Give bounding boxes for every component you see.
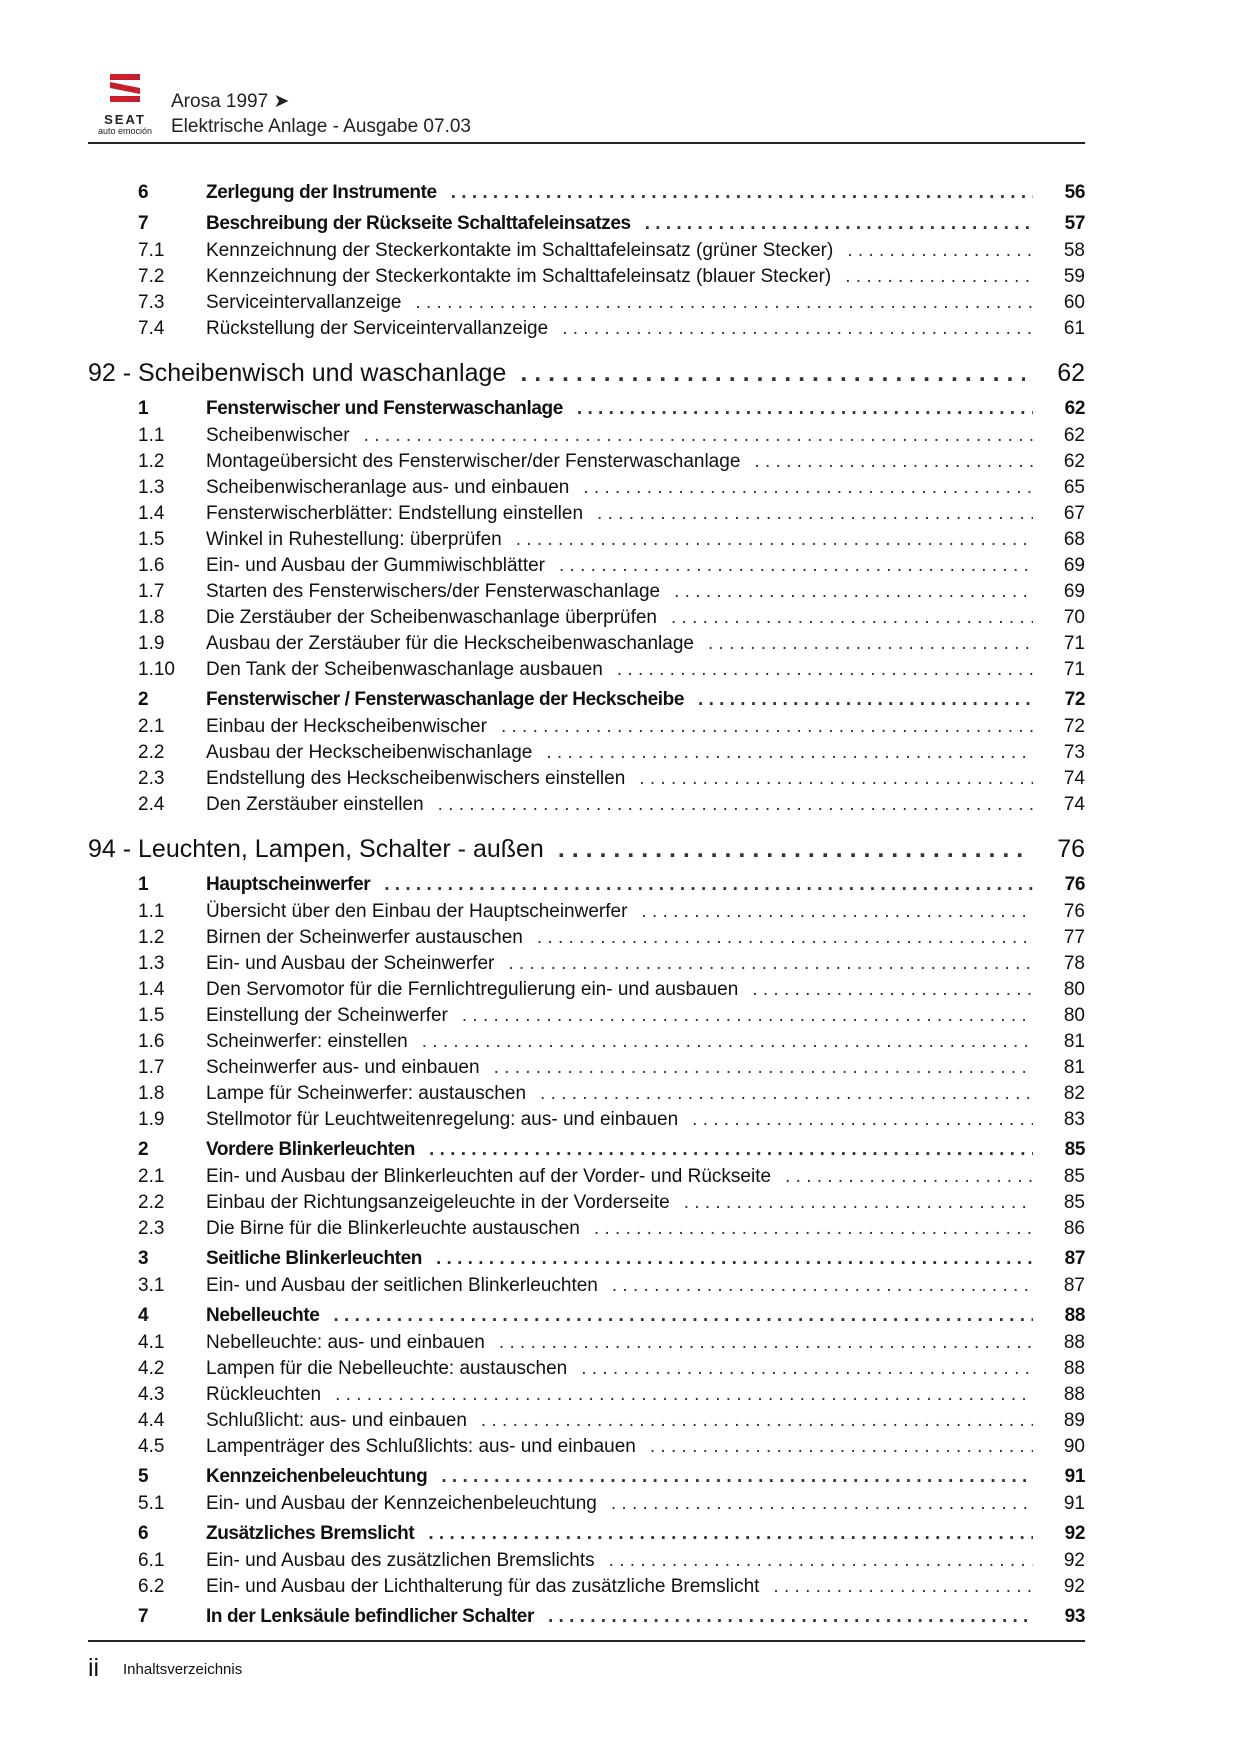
dot-leader [671, 605, 1033, 631]
toc-title: Die Birne für die Blinkerleuchte austauschen [206, 1218, 580, 1239]
toc-page-number: 71 [1063, 659, 1085, 680]
toc-number: 1.9 [138, 1109, 165, 1130]
dot-leader [501, 714, 1033, 740]
toc-number: 1.9 [138, 633, 165, 654]
toc-number: 7 [138, 1606, 149, 1627]
toc-title: Scheinwerfer aus- und einbauen [206, 1057, 480, 1078]
toc-item[interactable] [88, 766, 1085, 792]
dot-leader [441, 1464, 1033, 1490]
toc-page-number: 77 [1063, 927, 1085, 948]
toc-item[interactable] [88, 1216, 1085, 1242]
toc-title: 92 - Scheibenwisch und waschanlage [88, 359, 507, 387]
toc-item[interactable] [88, 792, 1085, 818]
toc-page-number: 85 [1063, 1192, 1085, 1213]
toc-section[interactable] [88, 1246, 1085, 1273]
toc-section[interactable] [88, 211, 1085, 238]
toc-number: 7.3 [138, 292, 165, 313]
toc-title: Montageübersicht des Fensterwischer/der Fensterwaschanlage [206, 451, 741, 472]
toc-page-number: 92 [1063, 1576, 1085, 1597]
dot-leader [438, 792, 1033, 818]
dot-leader [684, 1190, 1033, 1216]
document-subtitle: Elektrische Anlage - Ausgabe 07.03 [171, 116, 471, 137]
dot-leader [581, 1356, 1033, 1382]
dot-leader [499, 1330, 1033, 1356]
toc-item[interactable] [88, 951, 1085, 977]
toc-title: Einbau der Heckscheibenwischer [206, 716, 487, 737]
toc-number: 1.6 [138, 555, 165, 576]
toc-title: Kennzeichnung der Steckerkontakte im Schalttafeleinsatz (grüner Stecker) [206, 240, 834, 261]
toc-page-number: 88 [1063, 1384, 1085, 1405]
dot-leader [577, 396, 1033, 422]
toc-page-number: 62 [1057, 359, 1085, 387]
toc-page-number: 81 [1063, 1057, 1085, 1078]
toc-number: 4.4 [138, 1410, 165, 1431]
dot-leader [594, 1216, 1033, 1242]
toc-item[interactable] [88, 1382, 1085, 1408]
dot-leader [641, 899, 1033, 925]
toc-page-number: 62 [1063, 425, 1085, 446]
dot-leader [650, 1434, 1033, 1460]
toc-item[interactable] [88, 1434, 1085, 1460]
toc-number: 4.3 [138, 1384, 165, 1405]
toc-item[interactable] [88, 501, 1085, 527]
toc-number: 6.1 [138, 1550, 165, 1571]
dot-leader [494, 1055, 1033, 1081]
toc-number: 1.10 [138, 659, 175, 680]
dot-leader [773, 1574, 1033, 1600]
toc-page-number: 76 [1063, 901, 1085, 922]
seat-logo-icon [88, 72, 162, 112]
toc-item[interactable] [88, 1491, 1085, 1517]
toc-number: 2.1 [138, 1166, 165, 1187]
toc-number: 1.3 [138, 953, 165, 974]
dot-leader [645, 211, 1033, 237]
dot-leader [508, 951, 1033, 977]
dot-leader [845, 264, 1033, 290]
toc-number: 1.7 [138, 1057, 165, 1078]
toc-section[interactable] [88, 1521, 1085, 1548]
toc-number: 5 [138, 1466, 149, 1487]
toc-page-number: 67 [1063, 503, 1085, 524]
toc-item[interactable] [88, 316, 1085, 342]
toc-section[interactable] [88, 1464, 1085, 1491]
toc-item[interactable] [88, 925, 1085, 951]
toc-page-number: 73 [1063, 742, 1085, 763]
dot-leader [611, 1491, 1033, 1517]
toc-number: 2.3 [138, 1218, 165, 1239]
toc-section[interactable] [88, 1137, 1085, 1164]
toc-page-number: 83 [1063, 1109, 1085, 1130]
toc-number: 2.1 [138, 716, 165, 737]
toc-title: Ein- und Ausbau der Lichthalterung für das zusätzliche Bremslicht [206, 1576, 760, 1597]
toc-title: Scheibenwischeranlage aus- und einbauen [206, 477, 570, 498]
toc-title: Nebelleuchte: aus- und einbauen [206, 1332, 485, 1353]
toc-title: Beschreibung der Rückseite Schalttafeleinsatzes [206, 213, 631, 234]
toc-item[interactable] [88, 1273, 1085, 1299]
toc-item[interactable] [88, 1029, 1085, 1055]
toc-page-number: 72 [1063, 716, 1085, 737]
dot-leader [674, 579, 1033, 605]
toc-item[interactable] [88, 527, 1085, 553]
dot-leader [428, 1521, 1033, 1547]
toc-page-number: 58 [1063, 240, 1085, 261]
toc-number: 2.3 [138, 768, 165, 789]
toc-section[interactable] [88, 396, 1085, 423]
toc-title: Zusätzliches Bremslicht [206, 1523, 415, 1544]
toc-item[interactable] [88, 449, 1085, 475]
toc-item[interactable] [88, 1330, 1085, 1356]
toc-item[interactable] [88, 1003, 1085, 1029]
toc-number: 4.2 [138, 1358, 165, 1379]
toc-number: 2 [138, 689, 149, 710]
brand-name: SEAT [104, 112, 146, 127]
toc-section[interactable] [88, 1604, 1085, 1631]
toc-number: 2.4 [138, 794, 165, 815]
toc-page-number: 88 [1063, 1358, 1085, 1379]
dot-leader [548, 1604, 1033, 1630]
toc-page-number: 82 [1063, 1083, 1085, 1104]
dot-leader [462, 1003, 1033, 1029]
toc-item[interactable] [88, 714, 1085, 740]
toc-number: 1.4 [138, 503, 165, 524]
toc-title: Rückleuchten [206, 1384, 322, 1405]
toc-page-number: 92 [1064, 1523, 1085, 1544]
toc-title: Nebelleuchte [206, 1305, 320, 1326]
toc-page-number: 74 [1063, 794, 1085, 815]
toc-section[interactable] [88, 180, 1085, 207]
toc-item[interactable] [88, 579, 1085, 605]
toc-page-number: 80 [1063, 979, 1085, 1000]
toc-page-number: 62 [1063, 451, 1085, 472]
toc-title: Den Servomotor für die Fernlichtregulierung ein- und ausbauen [206, 979, 739, 1000]
toc-page-number: 85 [1063, 1166, 1085, 1187]
dot-leader [583, 475, 1033, 501]
toc-number: 1.3 [138, 477, 165, 498]
toc-title: Rückstellung der Serviceintervallanzeige [206, 318, 549, 339]
toc-item[interactable] [88, 475, 1085, 501]
toc-number: 7.4 [138, 318, 165, 339]
toc-title: Einstellung der Scheinwerfer [206, 1005, 448, 1026]
toc-page-number: 56 [1064, 182, 1085, 203]
toc-number: 1.5 [138, 529, 165, 550]
toc-number: 1.8 [138, 607, 165, 628]
dot-leader [364, 423, 1033, 449]
toc-number: 2.2 [138, 1192, 165, 1213]
toc-number: 7.2 [138, 266, 165, 287]
toc-item[interactable] [88, 1164, 1085, 1190]
toc-page-number: 93 [1064, 1606, 1085, 1627]
dot-leader [785, 1164, 1033, 1190]
toc-page-number: 74 [1063, 768, 1085, 789]
dot-leader [597, 501, 1033, 527]
toc-title: Den Zerstäuber einstellen [206, 794, 424, 815]
toc-page-number: 88 [1063, 1332, 1085, 1353]
page-header [88, 64, 1085, 144]
dot-leader [422, 1029, 1033, 1055]
toc-number: 1.8 [138, 1083, 165, 1104]
toc-title: Übersicht über den Einbau der Hauptscheinwerfer [206, 901, 628, 922]
toc-page-number: 81 [1063, 1031, 1085, 1052]
toc-title: Birnen der Scheinwerfer austauschen [206, 927, 523, 948]
toc-item[interactable] [88, 1356, 1085, 1382]
toc-title: 94 - Leuchten, Lampen, Schalter - außen [88, 835, 544, 863]
dot-leader [333, 1303, 1033, 1329]
toc-number: 7.1 [138, 240, 165, 261]
toc-page-number: 91 [1064, 1466, 1085, 1487]
toc-title: Kennzeichnung der Steckerkontakte im Schalttafeleinsatz (blauer Stecker) [206, 266, 832, 287]
toc-page-number: 69 [1063, 581, 1085, 602]
toc-page-number: 88 [1064, 1305, 1085, 1326]
dot-leader [540, 1081, 1033, 1107]
toc-item[interactable] [88, 657, 1085, 683]
toc-page-number: 85 [1064, 1139, 1085, 1160]
dot-leader [708, 631, 1033, 657]
dot-leader [692, 1107, 1033, 1133]
toc-item[interactable] [88, 1081, 1085, 1107]
toc-item[interactable] [88, 290, 1085, 316]
document-title: Arosa 1997 ➤ [171, 91, 290, 112]
toc-page-number: 57 [1064, 213, 1085, 234]
toc-title: In der Lenksäule befindlicher Schalter [206, 1606, 534, 1627]
toc-number: 1.1 [138, 425, 165, 446]
toc-title: Lampenträger des Schlußlichts: aus- und einbauen [206, 1436, 636, 1457]
toc-page-number: 72 [1064, 689, 1085, 710]
dot-leader [481, 1408, 1033, 1434]
toc-title: Ein- und Ausbau der Blinkerleuchten auf der Vorder- und Rückseite [206, 1166, 772, 1187]
toc-number: 1.6 [138, 1031, 165, 1052]
dot-leader [847, 238, 1033, 264]
toc-title: Ein- und Ausbau der Kennzeichenbeleuchtung [206, 1493, 597, 1514]
toc-item[interactable] [88, 423, 1085, 449]
toc-page-number: 87 [1063, 1275, 1085, 1296]
toc-page-number: 76 [1064, 874, 1085, 895]
toc-title: Kennzeichenbeleuchtung [206, 1466, 428, 1487]
dot-leader [451, 180, 1033, 206]
toc-page-number: 65 [1063, 477, 1085, 498]
toc-title: Ein- und Ausbau des zusätzlichen Bremslichts [206, 1550, 595, 1571]
toc-title: Serviceintervallanzeige [206, 292, 402, 313]
toc-title: Die Zerstäuber der Scheibenwaschanlage überprüfen [206, 607, 657, 628]
toc-page-number: 76 [1057, 835, 1085, 863]
toc-title: Ein- und Ausbau der seitlichen Blinkerleuchten [206, 1275, 598, 1296]
dot-leader [546, 740, 1033, 766]
dot-leader [752, 977, 1033, 1003]
toc-item[interactable] [88, 553, 1085, 579]
toc-title: Zerlegung der Instrumente [206, 182, 437, 203]
toc-number: 3 [138, 1248, 149, 1269]
dot-leader [537, 925, 1033, 951]
toc-page-number: 62 [1064, 398, 1085, 419]
dot-leader [609, 1548, 1033, 1574]
toc-page-number: 71 [1063, 633, 1085, 654]
toc-page-number: 91 [1063, 1493, 1085, 1514]
toc-title: Ausbau der Heckscheibenwischanlage [206, 742, 533, 763]
toc-item[interactable] [88, 264, 1085, 290]
toc-title: Stellmotor für Leuchtweitenregelung: aus- und einbauen [206, 1109, 679, 1130]
dot-leader [559, 553, 1033, 579]
dot-leader [384, 872, 1033, 898]
toc-title: Lampen für die Nebelleuchte: austauschen [206, 1358, 568, 1379]
toc-page-number: 87 [1064, 1248, 1085, 1269]
dot-leader [754, 449, 1033, 475]
toc-title: Vordere Blinkerleuchten [206, 1139, 416, 1160]
toc-title: Den Tank der Scheibenwaschanlage ausbauen [206, 659, 603, 680]
toc-number: 1.1 [138, 901, 165, 922]
toc-number: 1 [138, 874, 149, 895]
toc-title: Ein- und Ausbau der Scheinwerfer [206, 953, 495, 974]
toc-page-number: 86 [1063, 1218, 1085, 1239]
toc-title: Lampe für Scheinwerfer: austauschen [206, 1083, 527, 1104]
toc-item[interactable] [88, 1107, 1085, 1133]
dot-leader [612, 1273, 1033, 1299]
dot-leader [698, 687, 1033, 713]
toc-title: Winkel in Ruhestellung: überprüfen [206, 529, 502, 550]
toc-section[interactable] [88, 687, 1085, 714]
toc-number: 2 [138, 1139, 149, 1160]
brand-tagline: auto emoción [97, 126, 153, 136]
toc-item[interactable] [88, 977, 1085, 1003]
toc-page-number: 68 [1063, 529, 1085, 550]
toc-number: 2.2 [138, 742, 165, 763]
toc-number: 1.2 [138, 927, 165, 948]
toc-number: 1.5 [138, 1005, 165, 1026]
dot-leader [562, 316, 1033, 342]
toc-title: Endstellung des Heckscheibenwischers einstellen [206, 768, 626, 789]
dot-leader [436, 1246, 1033, 1272]
toc-section[interactable] [88, 1303, 1085, 1330]
dot-leader [335, 1382, 1033, 1408]
toc-chapter[interactable] [88, 354, 1085, 392]
page-number: ii [88, 1654, 100, 1682]
page-footer [88, 1640, 1085, 1682]
toc-page-number: 89 [1063, 1410, 1085, 1431]
toc-item[interactable] [88, 1190, 1085, 1216]
toc-number: 6 [138, 182, 149, 203]
toc-page-number: 59 [1063, 266, 1085, 287]
toc-number: 1.4 [138, 979, 165, 1000]
toc-title: Hauptscheinwerfer [206, 874, 371, 895]
toc-number: 4.5 [138, 1436, 165, 1457]
toc-page-number: 61 [1063, 318, 1085, 339]
toc-title: Ein- und Ausbau der Gummiwischblätter [206, 555, 545, 576]
toc-page-number: 70 [1063, 607, 1085, 628]
toc-page-number: 78 [1063, 953, 1085, 974]
toc-title: Einbau der Richtungsanzeigeleuchte in der Vorderseite [206, 1192, 670, 1213]
toc-chapter[interactable] [88, 830, 1085, 868]
dot-leader [558, 830, 1025, 868]
dot-leader [520, 354, 1025, 392]
table-of-contents [88, 180, 1085, 1631]
toc-number: 3.1 [138, 1275, 165, 1296]
toc-title: Starten des Fensterwischers/der Fensterwaschanlage [206, 581, 661, 602]
toc-item[interactable] [88, 740, 1085, 766]
toc-number: 4 [138, 1305, 149, 1326]
toc-title: Schlußlicht: aus- und einbauen [206, 1410, 467, 1431]
toc-number: 1.7 [138, 581, 165, 602]
toc-item[interactable] [88, 631, 1085, 657]
toc-page-number: 69 [1063, 555, 1085, 576]
dot-leader [639, 766, 1033, 792]
toc-page-number: 90 [1063, 1436, 1085, 1457]
toc-number: 1 [138, 398, 149, 419]
dot-leader [429, 1137, 1033, 1163]
toc-item[interactable] [88, 238, 1085, 264]
toc-title: Fensterwischerblätter: Endstellung einstellen [206, 503, 584, 524]
dot-leader [415, 290, 1033, 316]
toc-number: 4.1 [138, 1332, 165, 1353]
toc-page-number: 80 [1063, 1005, 1085, 1026]
toc-page-number: 60 [1063, 292, 1085, 313]
footer-label: Inhaltsverzeichnis [123, 1661, 243, 1678]
toc-page-number: 92 [1063, 1550, 1085, 1571]
dot-leader [516, 527, 1033, 553]
seat-logo [88, 72, 162, 136]
toc-item[interactable] [88, 899, 1085, 925]
toc-item[interactable] [88, 1055, 1085, 1081]
toc-item[interactable] [88, 1548, 1085, 1574]
toc-number: 6 [138, 1523, 149, 1544]
toc-title: Fensterwischer / Fensterwaschanlage der Heckscheibe [206, 689, 685, 710]
toc-title: Scheinwerfer: einstellen [206, 1031, 408, 1052]
toc-title: Seitliche Blinkerleuchten [206, 1248, 422, 1269]
toc-title: Scheibenwischer [206, 425, 350, 446]
toc-item[interactable] [88, 1574, 1085, 1600]
toc-section[interactable] [88, 872, 1085, 899]
toc-item[interactable] [88, 1408, 1085, 1434]
toc-number: 6.2 [138, 1576, 165, 1597]
dot-leader [617, 657, 1033, 683]
toc-number: 5.1 [138, 1493, 165, 1514]
toc-number: 7 [138, 213, 149, 234]
toc-title: Ausbau der Zerstäuber für die Heckscheibenwaschanlage [206, 633, 694, 654]
toc-number: 1.2 [138, 451, 165, 472]
toc-item[interactable] [88, 605, 1085, 631]
toc-title: Fensterwischer und Fensterwaschanlage [206, 398, 563, 419]
